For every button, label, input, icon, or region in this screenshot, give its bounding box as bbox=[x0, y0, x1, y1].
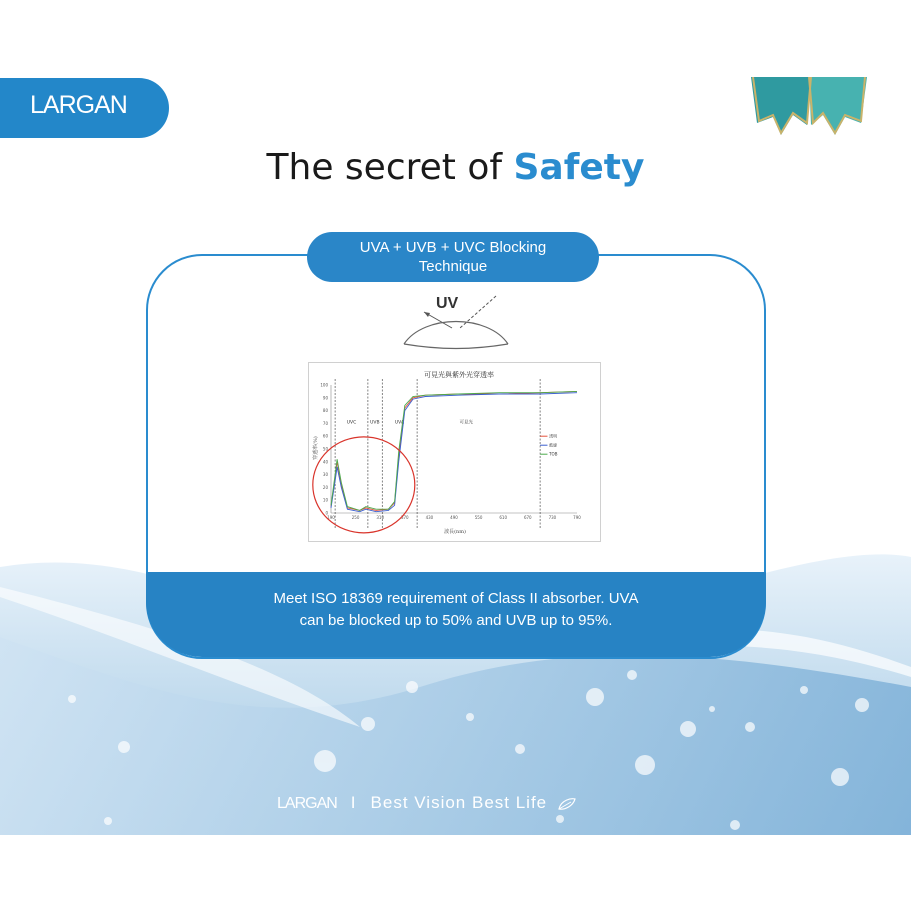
footer-separator: I bbox=[350, 793, 357, 812]
title-accent: Safety bbox=[513, 147, 645, 188]
footer-slogan bbox=[277, 793, 577, 813]
chart-x-tick-label: 430 bbox=[425, 515, 434, 520]
chart-y-tick-label: 80 bbox=[322, 408, 328, 414]
chart-region-label: 可見光 bbox=[459, 420, 474, 426]
chart-y-tick-label: 50 bbox=[322, 446, 328, 452]
chart-x-tick-label: 610 bbox=[499, 515, 508, 520]
transmittance-chart bbox=[308, 362, 601, 542]
info-line-2: can be blocked up to 50% and UVB up to 95%. bbox=[299, 612, 613, 629]
chart-y-tick-label: 20 bbox=[322, 484, 328, 490]
info-line-1: Meet ISO 18369 requirement of Class II absorber. UVA bbox=[273, 590, 639, 607]
chart-x-tick-label: 730 bbox=[548, 515, 557, 520]
page-title bbox=[0, 147, 911, 188]
leaf-icon bbox=[557, 797, 577, 811]
promo-panel bbox=[0, 77, 911, 835]
chart-x-tick-label: 250 bbox=[351, 515, 360, 520]
chart-legend-label: 透明 bbox=[549, 433, 558, 439]
badge-line-2: Technique bbox=[418, 258, 488, 275]
badge-line-1: UVA + UVB + UVC Blocking bbox=[359, 239, 547, 256]
chart-y-tick-label: 60 bbox=[322, 433, 328, 439]
chart-region-label: UVC bbox=[346, 420, 357, 426]
chart-y-tick-label: 70 bbox=[322, 420, 328, 426]
chart-title: 可見光與紫外光穿透率 bbox=[424, 371, 494, 379]
lens-bottom-curve bbox=[404, 344, 508, 349]
chart-y-tick-label: 90 bbox=[322, 395, 328, 401]
chart-y-tick-label: 10 bbox=[322, 497, 328, 503]
title-prefix: The secret of bbox=[266, 147, 514, 188]
chart-legend-label: 藍綠 bbox=[549, 442, 558, 448]
chart-y-tick-label: 0 bbox=[325, 510, 328, 516]
chart-x-tick-label: 310 bbox=[376, 515, 385, 520]
technique-badge bbox=[307, 232, 599, 282]
brand-logo-pill bbox=[0, 78, 169, 138]
chart-y-label: 穿透率(%) bbox=[313, 436, 319, 460]
brand-logo: LARGAN bbox=[30, 91, 127, 119]
arrow-head-icon bbox=[424, 312, 430, 317]
chart-region-label: UVB bbox=[370, 420, 380, 426]
chart-highlight-circle bbox=[313, 437, 415, 533]
chart-x-tick-label: 370 bbox=[400, 515, 409, 520]
chart-legend-label: TOB bbox=[549, 451, 558, 457]
chart-x-tick-label: 190 bbox=[327, 515, 335, 520]
chart-x-tick-label: 790 bbox=[573, 515, 581, 520]
chart-x-label: 波長(nm) bbox=[444, 529, 466, 535]
chart-svg bbox=[309, 363, 602, 543]
lens-top-curve bbox=[404, 322, 508, 345]
chart-y-tick-label: 100 bbox=[320, 382, 328, 388]
chart-y-tick-label: 30 bbox=[322, 472, 328, 478]
info-bar bbox=[146, 572, 766, 657]
footer-logo: LARGAN bbox=[277, 795, 337, 812]
uv-label: UV bbox=[436, 295, 459, 312]
chart-x-tick-label: 550 bbox=[474, 515, 483, 520]
chart-x-tick-label: 670 bbox=[523, 515, 532, 520]
chart-x-tick-label: 490 bbox=[450, 515, 458, 520]
uv-lens-diagram bbox=[400, 292, 512, 352]
chart-region-label: UVA bbox=[394, 420, 405, 426]
chart-y-tick-label: 40 bbox=[322, 459, 328, 465]
uv-ray-incoming bbox=[460, 296, 496, 328]
award-ribbon-icon bbox=[751, 77, 867, 139]
footer-slogan-text: Best Vision Best Life bbox=[370, 793, 548, 812]
